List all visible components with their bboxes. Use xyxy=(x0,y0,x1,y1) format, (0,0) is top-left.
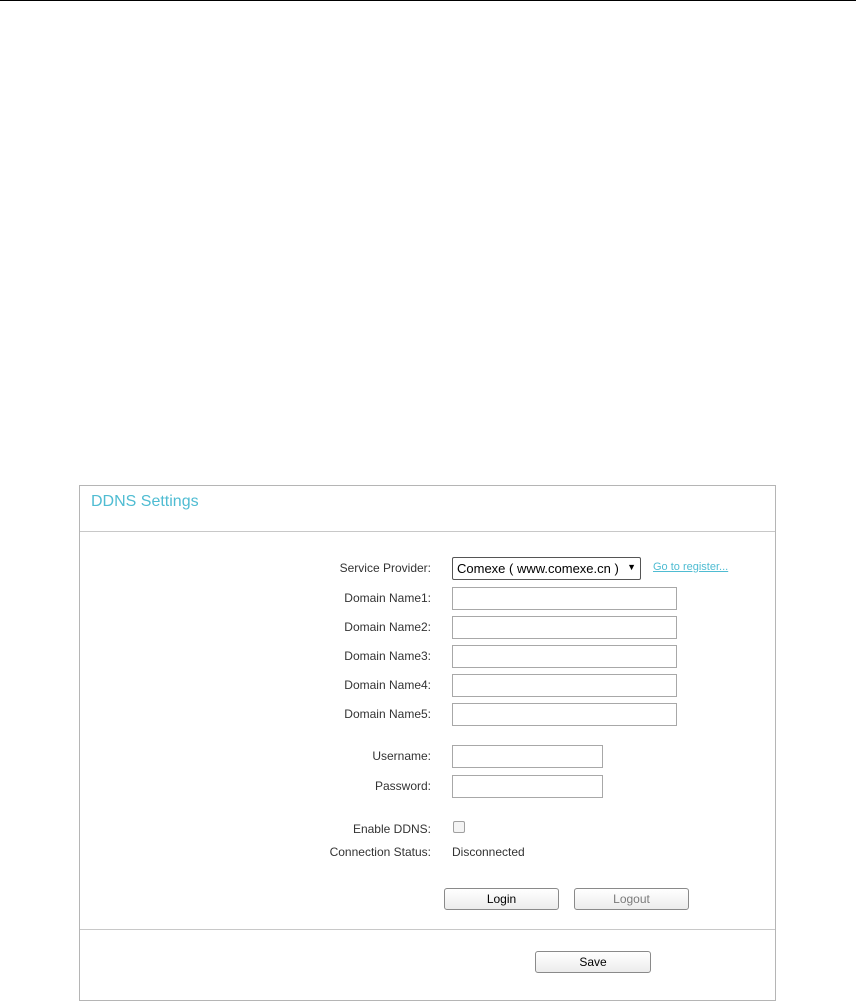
domain-name3-input[interactable] xyxy=(452,645,677,668)
connection-status-label: Connection Status: xyxy=(329,845,431,859)
enable-ddns-label: Enable DDNS: xyxy=(352,822,431,836)
domain-name3-label: Domain Name3: xyxy=(344,649,431,663)
domain-name5-label: Domain Name5: xyxy=(344,707,431,721)
username-label: Username: xyxy=(372,749,431,763)
enable-ddns-checkbox[interactable] xyxy=(453,821,465,833)
panel-header xyxy=(80,486,775,532)
logout-button[interactable]: Logout xyxy=(574,888,689,910)
chevron-down-icon: ▼ xyxy=(627,562,636,572)
password-label: Password: xyxy=(374,779,431,793)
domain-name4-label: Domain Name4: xyxy=(344,678,431,692)
ddns-settings-panel xyxy=(79,485,776,1001)
go-to-register-link[interactable]: Go to register... xyxy=(653,561,729,573)
panel-title: DDNS Settings xyxy=(91,493,199,510)
domain-name2-input[interactable] xyxy=(452,616,677,639)
password-input[interactable] xyxy=(452,775,603,798)
service-provider-label: Service Provider: xyxy=(339,561,431,575)
footer-divider xyxy=(80,929,775,930)
service-provider-select[interactable] xyxy=(452,557,641,580)
domain-name1-label: Domain Name1: xyxy=(344,591,431,605)
username-input[interactable] xyxy=(452,745,603,768)
connection-status-value: Disconnected xyxy=(452,845,525,859)
login-button[interactable]: Login xyxy=(444,888,559,910)
top-divider xyxy=(0,0,856,1)
domain-name1-input[interactable] xyxy=(452,587,677,610)
domain-name4-input[interactable] xyxy=(452,674,677,697)
domain-name5-input[interactable] xyxy=(452,703,677,726)
domain-name2-label: Domain Name2: xyxy=(344,620,431,634)
save-button[interactable]: Save xyxy=(535,951,651,973)
service-provider-value: Comexe ( www.comexe.cn ) xyxy=(457,561,619,576)
